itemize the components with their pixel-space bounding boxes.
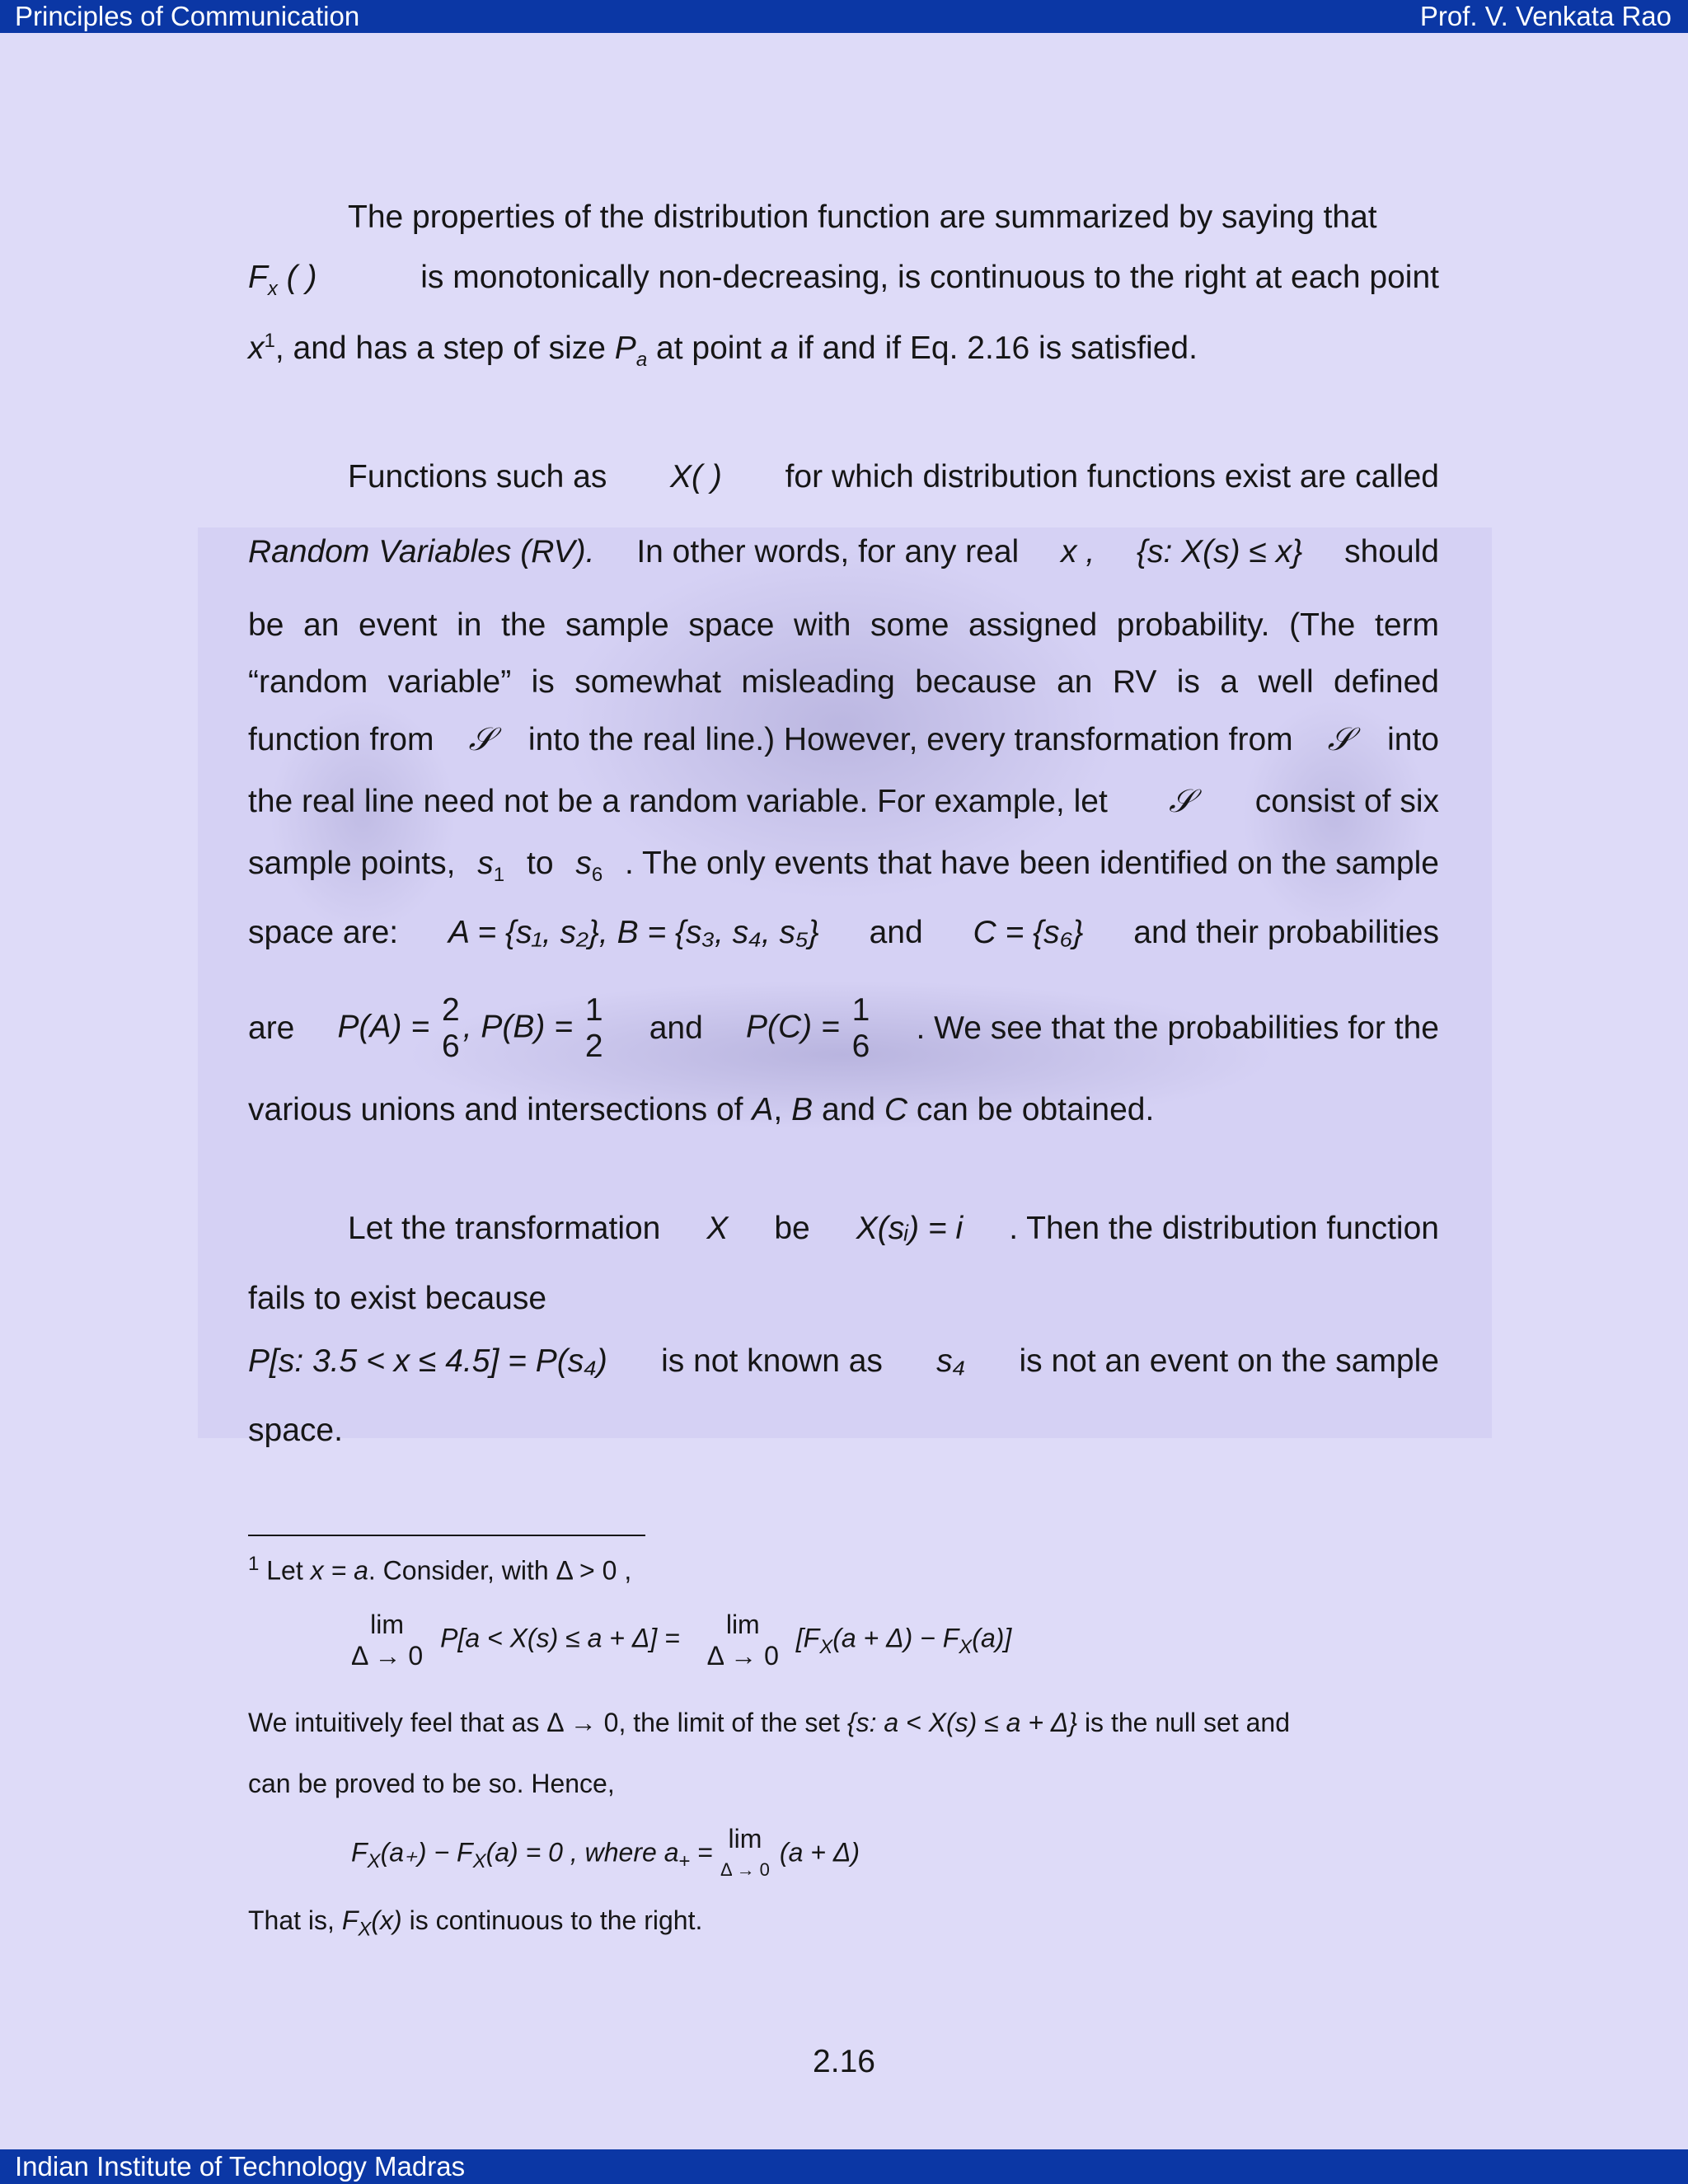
footer-institution: Indian Institute of Technology Madras [15,2151,466,2182]
para1-line1: The properties of the distribution function are summarized by saying that [348,199,1377,235]
limit-operator: lim Δ → 0 [706,1610,779,1671]
footnote-line6: That is, $F_X(x)$ is continuous to the right. [248,1905,703,1941]
para2-line6: the real line need not be a random variable. For example, let 𝒮 consist of six [248,784,1439,819]
footnote-line4: can be proved to be so. Hence, [248,1769,615,1798]
para2-line5: function from 𝒮 into the real line.) However, every transformation from 𝒮 into [248,722,1439,757]
fraction-2-6: 2 6 [442,992,460,1064]
footnote-equation1: lim Δ → 0 P[a < X(s) ≤ a + Δ] = lim Δ → 0 $[F_X(a + \Delta) - F_X(a)]$ [351,1610,1012,1671]
footnote-separator [248,1535,645,1536]
para3-line2: fails to exist because [248,1281,547,1316]
para2-line10: various unions and intersections of A, B and C can be obtained. [248,1092,1155,1127]
para3-line1: Let the transformation X be X(sᵢ) = i . Then the distribution function [348,1211,1439,1246]
fraction-1-2: 1 2 [584,992,603,1064]
header-author: Prof. V. Venkata Rao [1419,1,1672,31]
para1-line2: $F_x$ ( ) is monotonically non-decreasing, is continuous to the right at each point [248,260,1439,300]
para1-line3: $x^1$, and has a step of size $P_a$ at point a if and if Eq. 2.16 is satisfied. [248,330,1198,371]
para3-line3: P[s: 3.5 < x ≤ 4.5] = P(s₄) is not known as s₄ is not an event on the sample [248,1343,1439,1379]
para2-line1: Functions such as X( ) for which distribution functions exist are called [348,459,1439,494]
fraction-1-6: 1 6 [851,992,870,1064]
footer-bar [0,2149,1688,2184]
para2-line4: “random variable” is somewhat misleading because an RV is a well defined [248,664,1439,700]
header-course-title: Principles of Communication [15,1,360,31]
page-number: 2.16 [813,2044,875,2079]
para2-line3: be an event in the sample space with some assigned probability. (The term [248,607,1439,643]
header-bar [0,0,1688,33]
footnote-line3: We intuitively feel that as Δ → 0, the limit of the set {s: a < X(s) ≤ a + Δ} is the null set and [248,1708,1290,1737]
limit-operator: lim Δ → 0 [351,1610,424,1671]
limit-operator: lim Δ → 0 [720,1824,770,1880]
footnote-line1: $^1$ Let x = a. Consider, with Δ > 0 , [248,1553,632,1586]
para2-line9: are P(A) = 2 6 , P(B) = 1 2 and P(C) = 1 6 . We see that the probabilities for the [248,992,1439,1064]
footnote-equation2: $F_X(a_+) - F_X(a) = 0$ , where $a_+$ = lim Δ → 0 (a + Δ) [351,1823,1542,1886]
para2-line7: sample points, $s_1$ to $s_6$ . The only events that have been identified on the sample [248,846,1439,886]
para3-line4: space. [248,1413,343,1448]
para2-line8: space are: A = {s₁, s₂}, B = {s₃, s₄, s₅} and C = {s₆} and their probabilities [248,915,1439,950]
para2-line2: Random Variables (RV). In other words, for any real x , {s: X(s) ≤ x} should [248,534,1439,569]
